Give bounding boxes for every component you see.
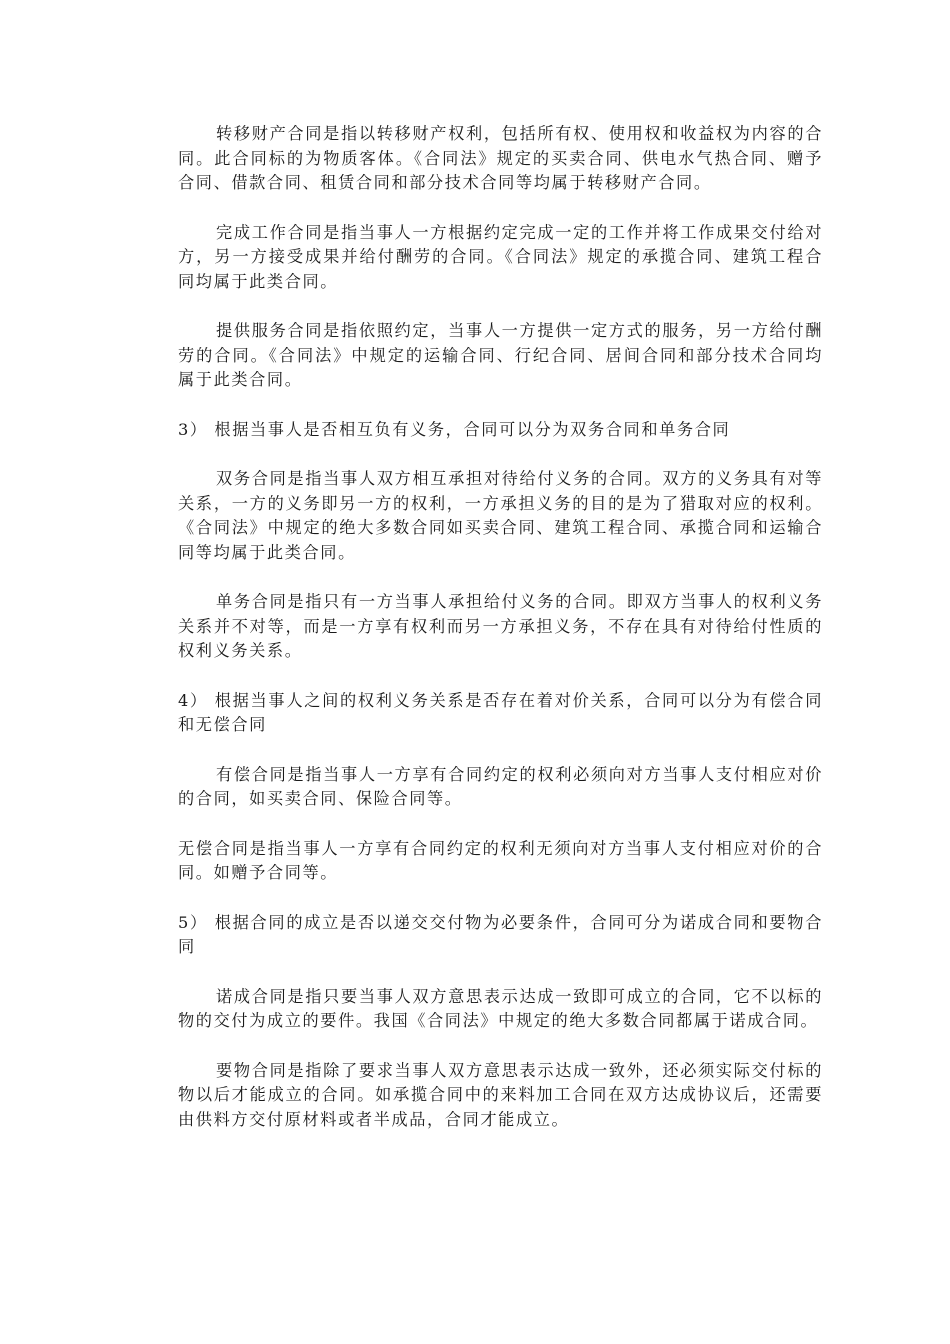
paragraph-onerous-contract: 有偿合同是指当事人一方享有合同约定的权利必须向对方当事人支付相应对价的合同，如买卖合同、保险合同等。 <box>178 764 823 808</box>
section-heading-4: 4） 根据当事人之间的权利义务关系是否存在着对价关系，合同可以分为有偿合同和无偿合同 <box>178 690 823 734</box>
paragraph-service-contract: 提供服务合同是指依照约定，当事人一方提供一定方式的服务，另一方给付酬劳的合同。《合同法》中规定的运输合同、行纪合同、居间合同和部分技术合同均属于此类合同。 <box>178 321 823 389</box>
section-heading-5: 5） 根据合同的成立是否以递交交付物为必要条件，合同可分为诺成合同和要物合同 <box>178 912 823 956</box>
paragraph-bilateral-contract: 双务合同是指当事人双方相互承担对待给付义务的合同。双方的义务具有对等关系，一方的义务即另一方的权利，一方承担义务的目的是为了猎取对应的权利。《合同法》中规定的绝大多数合同如买卖合同、建筑工程合同、承揽合同和运输合同等均属于此类合同。 <box>178 469 823 562</box>
paragraph-transfer-property-contract: 转移财产合同是指以转移财产权利，包括所有权、使用权和收益权为内容的合同。此合同标的为物质客体。《合同法》规定的买卖合同、供电水气热合同、赠予合同、借款合同、租赁合同和部分技术合同等均属于转移财产合同。 <box>178 124 823 192</box>
paragraph-consensual-contract: 诺成合同是指只要当事人双方意思表示达成一致即可成立的合同，它不以标的物的交付为成立的要件。我国《合同法》中规定的绝大多数合同都属于诺成合同。 <box>178 986 823 1030</box>
paragraph-gratuitous-contract: 无偿合同是指当事人一方享有合同约定的权利无须向对方当事人支付相应对价的合同。如赠予合同等。 <box>178 838 823 882</box>
paragraph-work-completion-contract: 完成工作合同是指当事人一方根据约定完成一定的工作并将工作成果交付给对方，另一方接受成果并给付酬劳的合同。《合同法》规定的承揽合同、建筑工程合同均属于此类合同。 <box>178 222 823 291</box>
paragraph-real-contract: 要物合同是指除了要求当事人双方意思表示达成一致外，还必须实际交付标的物以后才能成立的合同。如承揽合同中的来料加工合同在双方达成协议后，还需要由供料方交付原材料或者半成品，合同才能成立。 <box>178 1060 823 1129</box>
paragraph-unilateral-contract: 单务合同是指只有一方当事人承担给付义务的合同。即双方当事人的权利义务关系并不对等，而是一方享有权利而另一方承担义务，不存在具有对待给付性质的权利义务关系。 <box>178 592 823 660</box>
section-heading-3: 3） 根据当事人是否相互负有义务，合同可以分为双务合同和单务合同 <box>178 419 731 439</box>
document-page <box>178 122 823 1157</box>
